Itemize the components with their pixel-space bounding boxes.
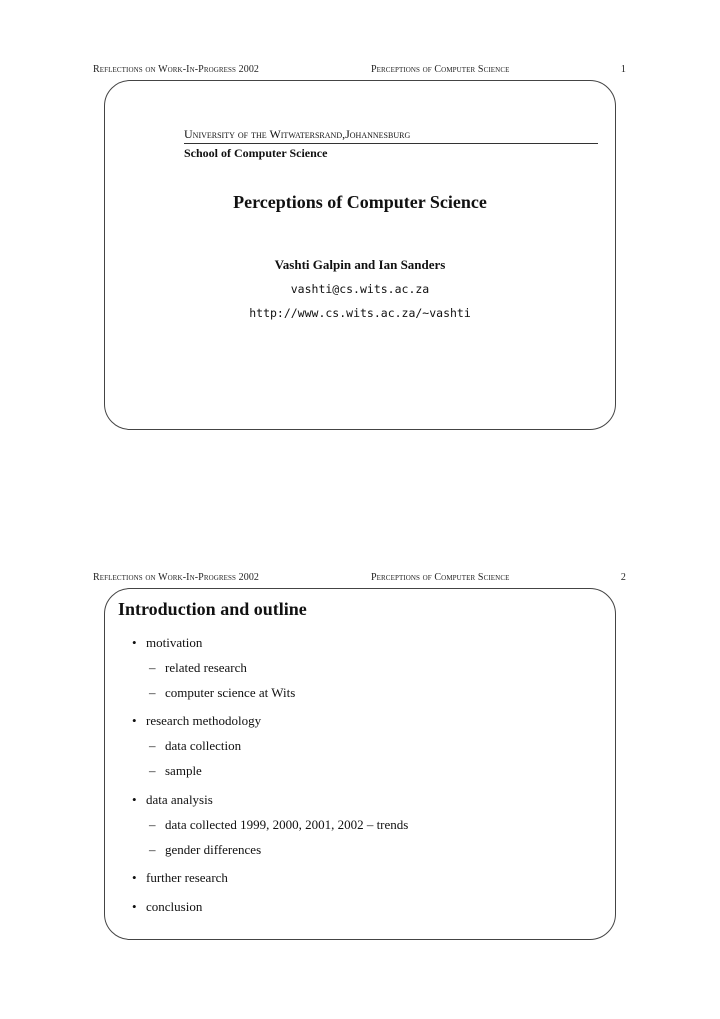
page-header-2: [0, 572, 720, 588]
header-rule: [184, 143, 598, 144]
dash-icon: –: [149, 763, 156, 778]
slide-heading: Introduction and outline: [118, 599, 307, 619]
email-address: vashti@cs.wits.ac.za: [290, 282, 430, 296]
homepage-url: http://www.cs.wits.ac.za/~vashti: [249, 306, 471, 320]
header-conference: Reflections on Work-In-Progress 2002: [93, 64, 260, 75]
authors: Vashti Galpin and Ian Sanders: [274, 257, 446, 272]
dash-icon: –: [149, 685, 156, 700]
bullet-icon: •: [132, 713, 137, 728]
dash-icon: –: [149, 738, 156, 753]
bullet-icon: •: [132, 870, 137, 885]
page-header-1: [0, 64, 720, 80]
slide-title: Perceptions of Computer Science: [233, 192, 487, 212]
university-name: University of the Witwatersrand,Johannesburg: [184, 127, 411, 141]
bullet-icon: •: [132, 635, 137, 650]
header-conference: Reflections on Work-In-Progress 2002: [93, 572, 260, 583]
dash-icon: –: [149, 817, 156, 832]
header-title: Perceptions of Computer Science: [371, 572, 510, 583]
header-title: Perceptions of Computer Science: [371, 64, 510, 75]
bullet-icon: •: [132, 792, 137, 807]
page-number: 1: [620, 64, 626, 75]
page-number: 2: [620, 572, 626, 583]
school-name: School of Computer Science: [184, 146, 328, 160]
dash-icon: –: [149, 660, 156, 675]
bullet-icon: •: [132, 899, 137, 914]
dash-icon: –: [149, 842, 156, 857]
